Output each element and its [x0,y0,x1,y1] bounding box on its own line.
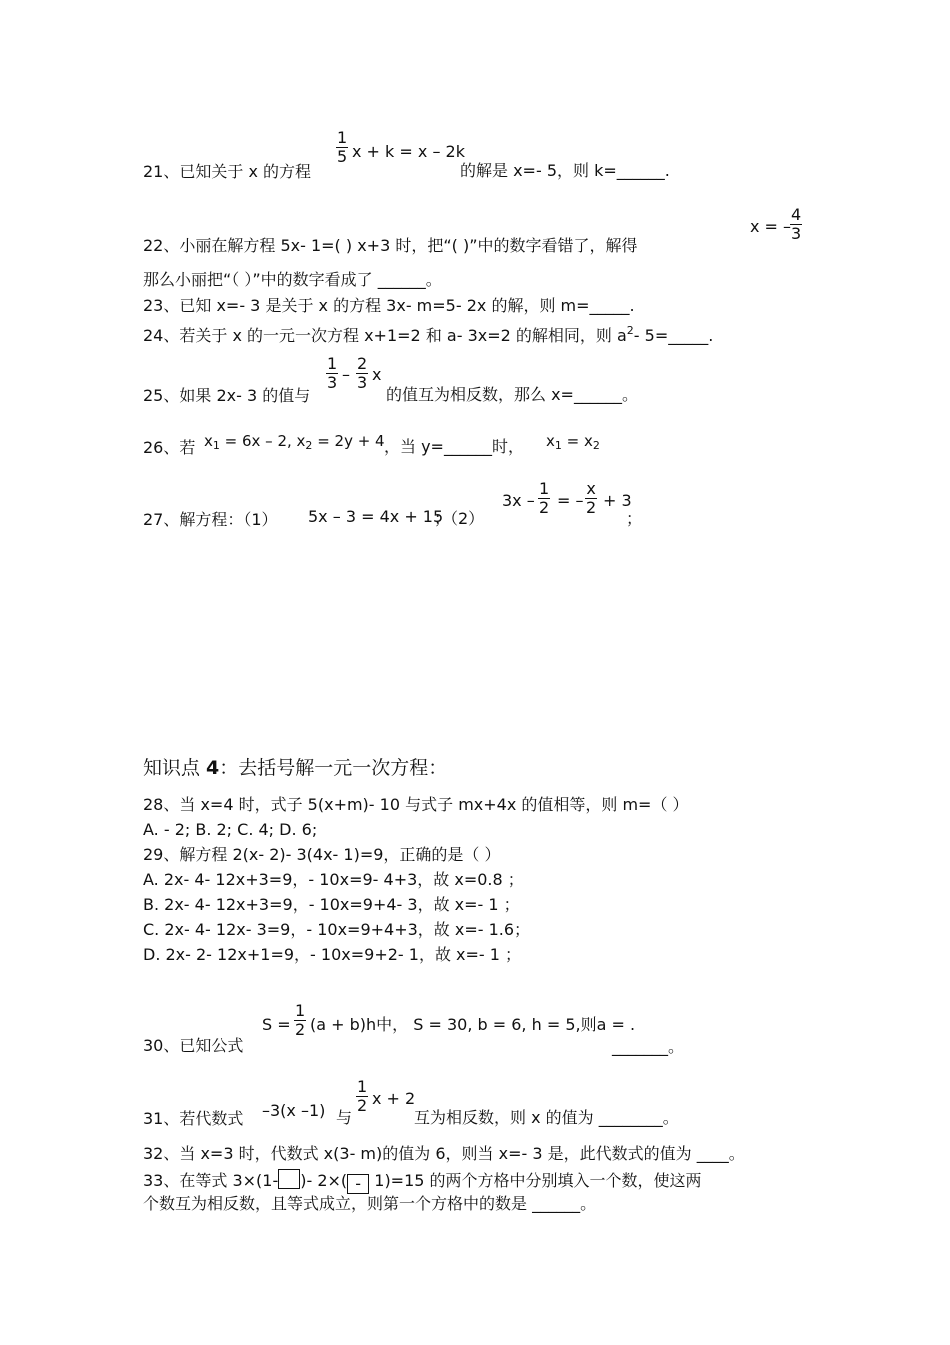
q25-f2-num: 2 [357,354,368,373]
q26-eqm: = x [561,432,593,450]
section-prefix: 知识点 [143,757,207,779]
q22-line1: 22、小丽在解方程 5x- 1=( ) x+3 时，把“( )”中的数字看错了，解得 [143,236,638,255]
q30-s-eq: S = [262,1015,291,1034]
q31-fraction [356,1078,368,1115]
q25-tail: 的值互为相反数，那么 x=______。 [386,385,638,404]
q25-f1-num: 1 [327,354,338,373]
q31-label: 31、若代数式 [143,1109,244,1128]
q30-label: 30、已知公式 [143,1036,244,1055]
q27-label: 27、解方程：（1） [143,510,278,529]
q25-frac2 [356,355,368,392]
q25-minus: – [342,365,350,384]
q23-text: 23、已知 x=- 3 是关于 x 的方程 3x- m=5- 2x 的解，则 m=_____. [143,296,635,315]
q26-x1a: x [204,432,213,450]
q21-tail: 的解是 x=- 5，则 k=______. [460,161,670,180]
q29-option-d: D. 2x- 2- 12x+1=9，- 10x=9+2- 1，故 x=- 1 ； [143,945,522,964]
q24-text-b: - 5=_____. [633,326,714,345]
q30-rest: (a + b)h中， S = 30, b = 6, h = 5,则a = . [310,1015,636,1034]
q26-sub2: 2 [305,439,313,452]
q28-stem: 28、当 x=4 时，式子 5(x+m)- 10 与式子 mx+4x 的值相等，则 m=（ ） [143,795,689,814]
q27-f1-num: 1 [539,479,550,498]
q33-line2: 个数互为相反数，且等式成立，则第一个方格中的数是 ______。 [143,1194,597,1213]
q27-eq1: 5x – 3 = 4x + 15 [308,507,444,526]
q26-sub1: 1 [212,439,220,452]
q22-sol-den: 3 [791,224,802,243]
q30-f-num: 1 [295,1001,306,1020]
q27-f1-den: 2 [539,498,550,517]
q31-tail: 互为相反数，则 x 的值为 ________。 [414,1108,679,1127]
q26-sub4: 2 [592,439,600,452]
q28-options: A. - 2; B. 2; C. 4; D. 6; [143,820,318,839]
q27-f2-num: x [586,479,596,498]
q21-equation: x + k = x – 2k [352,142,465,161]
q26-expr1 [204,432,385,455]
q21-label: 21、已知关于 x 的方程 [143,162,312,181]
q29-option-c: C. 2x- 4- 12x- 3=9，- 10x=9+4+3，故 x=- 1.6； [143,920,531,939]
q30-f-den: 2 [295,1020,306,1039]
q33-answer-box-1 [278,1169,300,1189]
q26-x1b: x [546,432,555,450]
q22-solution-lhs: x = – [750,217,792,236]
q22-sol-num: 4 [791,205,802,224]
q25-x: x [372,365,382,384]
q31-expr1: –3(x –1) [262,1101,326,1120]
section-num: 4 [206,757,220,779]
section-suffix: ：去括号解一元一次方程： [219,757,448,779]
q22-solution-fraction [790,206,802,243]
q29-option-b: B. 2x- 4- 12x+3=9，- 10x=9+4- 3，故 x=- 1 ； [143,895,520,914]
q29-stem: 29、解方程 2(x- 2)- 3(4x- 1)=9，正确的是（ ） [143,845,501,864]
q27-frac1 [538,480,550,517]
q31-mid: 与 [336,1108,353,1127]
q30-fraction [294,1002,306,1039]
q27-eq2-b: = – [557,491,584,510]
q27-f2-den: 2 [586,498,597,517]
q24-text-a: 24、若关于 x 的一元一次方程 x+1=2 和 a- 3x=2 的解相同，则 a [143,326,627,345]
q25-label: 25、如果 2x- 3 的值与 [143,386,311,405]
q33-answer-box-2: - [347,1174,369,1194]
q22-line2: 那么小丽把“（ ）”中的数字看成了 ______。 [143,270,442,289]
q25-f2-den: 3 [357,373,368,392]
q31-expr2: x + 2 [372,1089,416,1108]
q26-eq1: = 6x – 2, x [219,432,306,450]
q24-sup: 2 [626,324,634,337]
q26-expr2 [546,432,600,455]
q21-frac-num: 1 [337,128,348,147]
q27-frac2 [585,480,597,517]
q25-frac1 [326,355,338,392]
q25-f1-den: 3 [327,373,338,392]
q24-text [143,321,713,346]
q33-c: 1)=15 的两个方格中分别填入一个数，使这两 [369,1171,702,1190]
q26-eq2: = 2y + 4 [312,432,385,450]
q21-frac-den: 5 [337,147,348,166]
q26-mid: ，当 y=______时， [384,437,524,456]
q27-eq2-c: + 3 [603,491,632,510]
q33-line1 [143,1169,702,1194]
q26-label: 26、若 [143,438,196,457]
q26-sub3: 1 [554,439,562,452]
q27-end: ； [626,509,643,528]
q32-text: 32、当 x=3 时，代数式 x(3- m)的值为 6，则当 x=- 3 是，此代数式的值为 ____。 [143,1144,745,1163]
q27-sep: ；（2） [434,509,485,528]
section-heading [143,753,447,780]
q33-b: )- 2×( [300,1171,348,1190]
q29-option-a: A. 2x- 4- 12x+3=9，- 10x=9- 4+3，故 x=0.8 ； [143,870,524,889]
q31-f-den: 2 [357,1096,368,1115]
q33-a: 33、在等式 3×(1- [143,1171,279,1190]
q21-fraction [336,129,348,166]
q30-blank: _______。 [612,1037,685,1056]
q27-eq2-a: 3x – [502,491,535,510]
q31-f-num: 1 [357,1077,368,1096]
